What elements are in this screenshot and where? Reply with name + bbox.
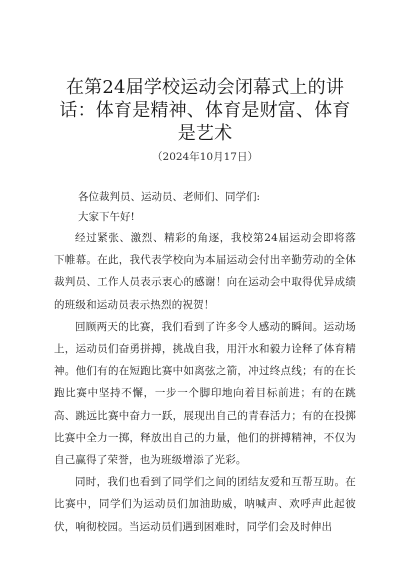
salutation: 各位裁判员、运动员、老师们、同学们: [78,191,261,203]
body-paragraph: 同时，我们也看到了同学们之间的团结友爱和互帮互助。在比赛中，同学们为运动员们加油助威，呐喊声、欢呼声此起彼伏，响彻校园。当运动员们遇到困难时，同学们会及时伸出 [54,476,356,533]
document-date: （2024年10月17日） [152,151,258,163]
greeting: 大家下午好! [78,211,135,223]
body-paragraph: 回顾两天的比赛，我们看到了许多令人感动的瞬间。运动场上，运动员们奋勇拼搏，挑战自我，用汗水和毅力诠释了体育精神。他们有的在短跑比赛中如离弦之箭，冲过终点线；有的在长跑比赛中坚持不懈，一步一个脚印地向着目标前进；有的在跳高、跳远比赛中奋力一跃，展现出自己的青春活力；有的在投掷比赛中全力一掷，释放出自己的力量，他们的拼搏精神，不仅为自己赢得了荣誉，也为班级增添了光彩。 [54,320,356,467]
document-title: 在第24届学校运动会闭幕式上的讲话：体育是精神、体育是财富、体育是艺术 [59,77,351,144]
body-paragraph: 经过紧张、激烈、精彩的角逐，我校第24届运动会即将落下帷幕。在此，我代表学校向为本届运动会付出辛勤劳动的全体裁判员、工作人员表示衷心的感谢！向在运动会中取得优异成绩的班级和运动员表示热烈的祝贺！ [54,232,356,311]
